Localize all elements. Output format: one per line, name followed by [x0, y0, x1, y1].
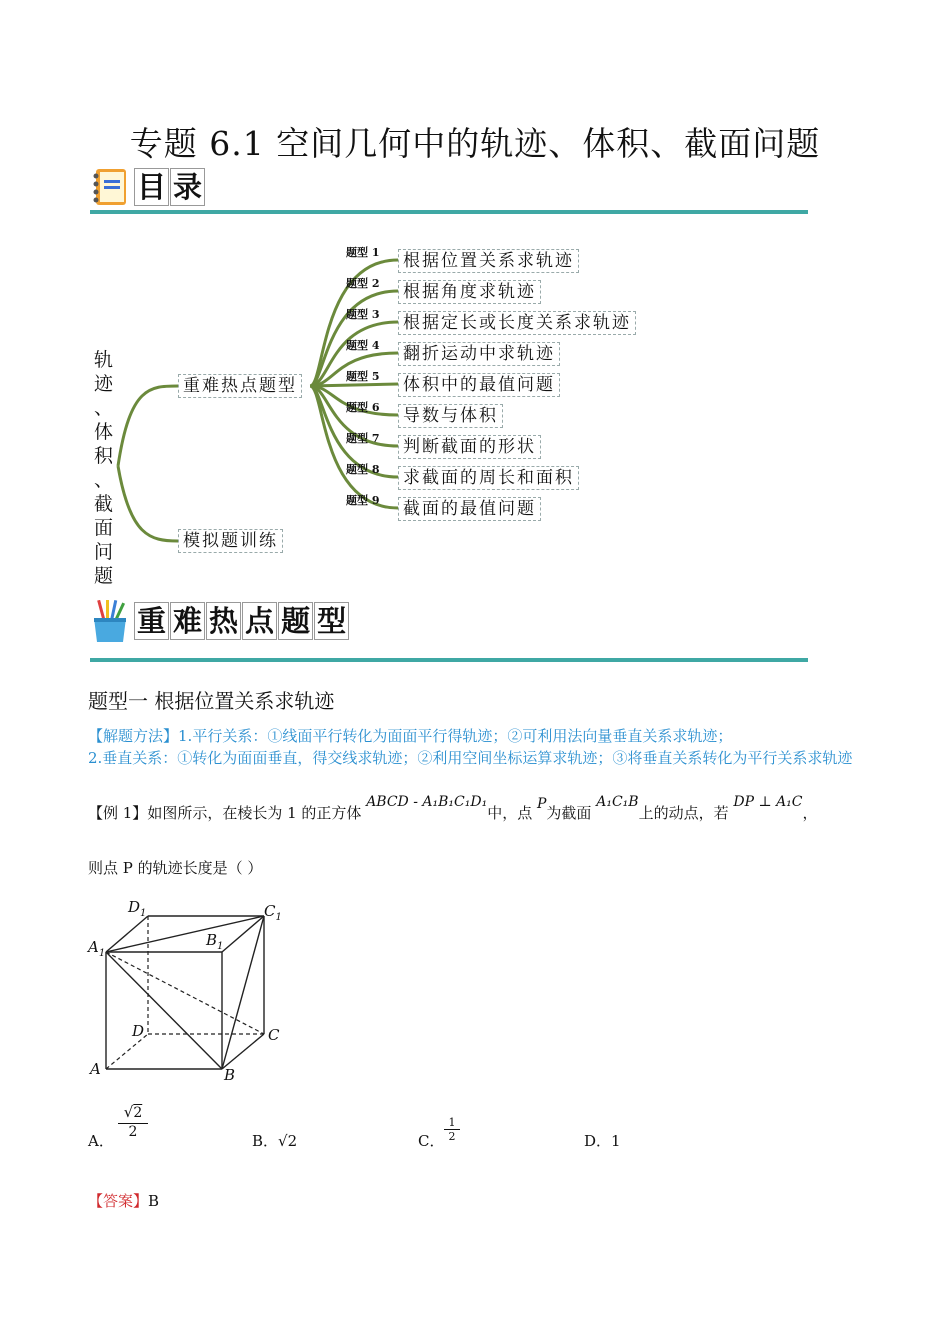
option-key: B． — [252, 1132, 279, 1150]
option-c-value: 1 2 — [444, 1116, 460, 1143]
option-key: D． — [584, 1132, 612, 1150]
option-b — [252, 1130, 297, 1151]
toc-item: 根据角度求轨迹 — [398, 280, 541, 304]
section-char: 型 — [314, 602, 349, 640]
toc-item: 求截面的周长和面积 — [398, 466, 579, 490]
page-title: 专题 6.1 空间几何中的轨迹、体积、截面问题 — [129, 124, 821, 163]
option-key: C． — [418, 1132, 445, 1150]
toc-item: 截面的最值问题 — [398, 497, 541, 521]
section-title — [134, 602, 350, 640]
toc-item: 根据位置关系求轨迹 — [398, 249, 579, 273]
option-a-value: √2 2 — [118, 1103, 148, 1140]
edge — [222, 916, 264, 1069]
section-divider — [90, 210, 808, 214]
section-char: 点 — [242, 602, 277, 640]
toc-item: 导数与体积 — [398, 404, 503, 428]
example-text: 中，点 — [487, 804, 533, 822]
section-char: 题 — [278, 602, 313, 640]
method-block — [88, 725, 868, 769]
type-tag: 题型 7 — [346, 432, 380, 445]
type-tag: 题型 6 — [346, 401, 380, 414]
example-text: 如图所示，在棱长为 1 的正方体 — [147, 804, 362, 822]
root-char: 问 — [94, 541, 114, 563]
toc-char: 目 — [134, 168, 169, 206]
label-d1: $D_1$ — [128, 898, 147, 919]
toc-item: 根据定长或长度关系求轨迹 — [398, 311, 636, 335]
label-c: C — [268, 1026, 280, 1044]
toc-title — [134, 168, 206, 206]
toc-item: 翻折运动中求轨迹 — [398, 342, 560, 366]
notebook-icon — [90, 166, 130, 208]
root-char: 、 — [94, 397, 114, 419]
pencil-cup-icon — [90, 600, 130, 642]
root-char: 体 — [94, 421, 114, 443]
cube-figure — [86, 894, 296, 1086]
type-tag: 题型 9 — [346, 494, 380, 507]
answer-bracket: 【答案】 — [88, 1192, 149, 1210]
example-line1 — [88, 794, 818, 823]
label-b: B — [224, 1066, 236, 1084]
type-tag: 题型 3 — [346, 308, 380, 321]
answer-value: B — [148, 1192, 160, 1210]
example-bracket: 【例 1】 — [88, 804, 148, 822]
example-text: 为截面 — [546, 804, 592, 822]
label-c1: $C_1$ — [264, 902, 282, 923]
branch-main: 重难热点题型 — [178, 374, 302, 398]
method-line2: 2.垂直关系：①转化为面面垂直，得交线求轨迹；②利用空间坐标运算求轨迹；③将垂直关系转化为平行关系求轨迹 — [88, 749, 853, 767]
cube-name: ABCD - A₁B₁C₁D₁ — [366, 794, 488, 810]
toc-char: 录 — [170, 168, 205, 206]
section-char: 难 — [170, 602, 205, 640]
option-c — [418, 1130, 444, 1151]
option-d — [584, 1130, 621, 1151]
type-tag: 题型 8 — [346, 463, 380, 476]
method-bracket: 【解题方法】 — [88, 727, 179, 745]
toc-item: 判断截面的形状 — [398, 435, 541, 459]
branch-sim: 模拟题训练 — [178, 529, 283, 553]
root-char: 题 — [94, 565, 114, 587]
section-char: 热 — [206, 602, 241, 640]
mindmap-lines — [80, 236, 700, 586]
type-tag: 题型 5 — [346, 370, 380, 383]
example-text: ， — [802, 804, 818, 822]
condition: DP ⊥ A₁C — [733, 794, 803, 810]
option-key: A． — [88, 1132, 114, 1150]
section-divider — [90, 658, 808, 662]
label-b1: $B_1$ — [206, 931, 224, 952]
method-line1: 1.平行关系：①线面平行转化为面面平行得轨迹；②可利用法向量垂直关系求轨迹； — [178, 727, 733, 745]
type-tag: 题型 2 — [346, 277, 380, 290]
root-char: 、 — [94, 469, 114, 491]
example-line2: 则点 P 的轨迹长度是（ ） — [88, 859, 263, 877]
point-p: P — [537, 796, 547, 812]
edge — [106, 952, 222, 1069]
root-char: 轨 — [94, 349, 114, 371]
option-a — [88, 1130, 114, 1151]
edge — [222, 1034, 264, 1069]
type-tag: 题型 4 — [346, 339, 380, 352]
label-a1: $A_1$ — [88, 938, 106, 959]
root-char: 迹 — [94, 373, 114, 395]
option-b-value: √2 — [278, 1132, 298, 1150]
answer — [88, 1190, 159, 1211]
section-char: 重 — [134, 602, 169, 640]
toc-item: 体积中的最值问题 — [398, 373, 560, 397]
root-char: 截 — [94, 493, 114, 515]
type1-heading: 题型一 根据位置关系求轨迹 — [88, 689, 335, 713]
hidden-edge — [106, 952, 264, 1034]
label-a: A — [90, 1060, 101, 1078]
root-char: 面 — [94, 517, 114, 539]
edge — [106, 916, 264, 952]
section-name: A₁C₁B — [596, 794, 639, 810]
example-text: 上的动点，若 — [638, 804, 729, 822]
label-d: D — [132, 1022, 145, 1040]
option-d-value: 1 — [611, 1132, 621, 1150]
root-char: 积 — [94, 445, 114, 467]
type-tag: 题型 1 — [346, 246, 380, 259]
